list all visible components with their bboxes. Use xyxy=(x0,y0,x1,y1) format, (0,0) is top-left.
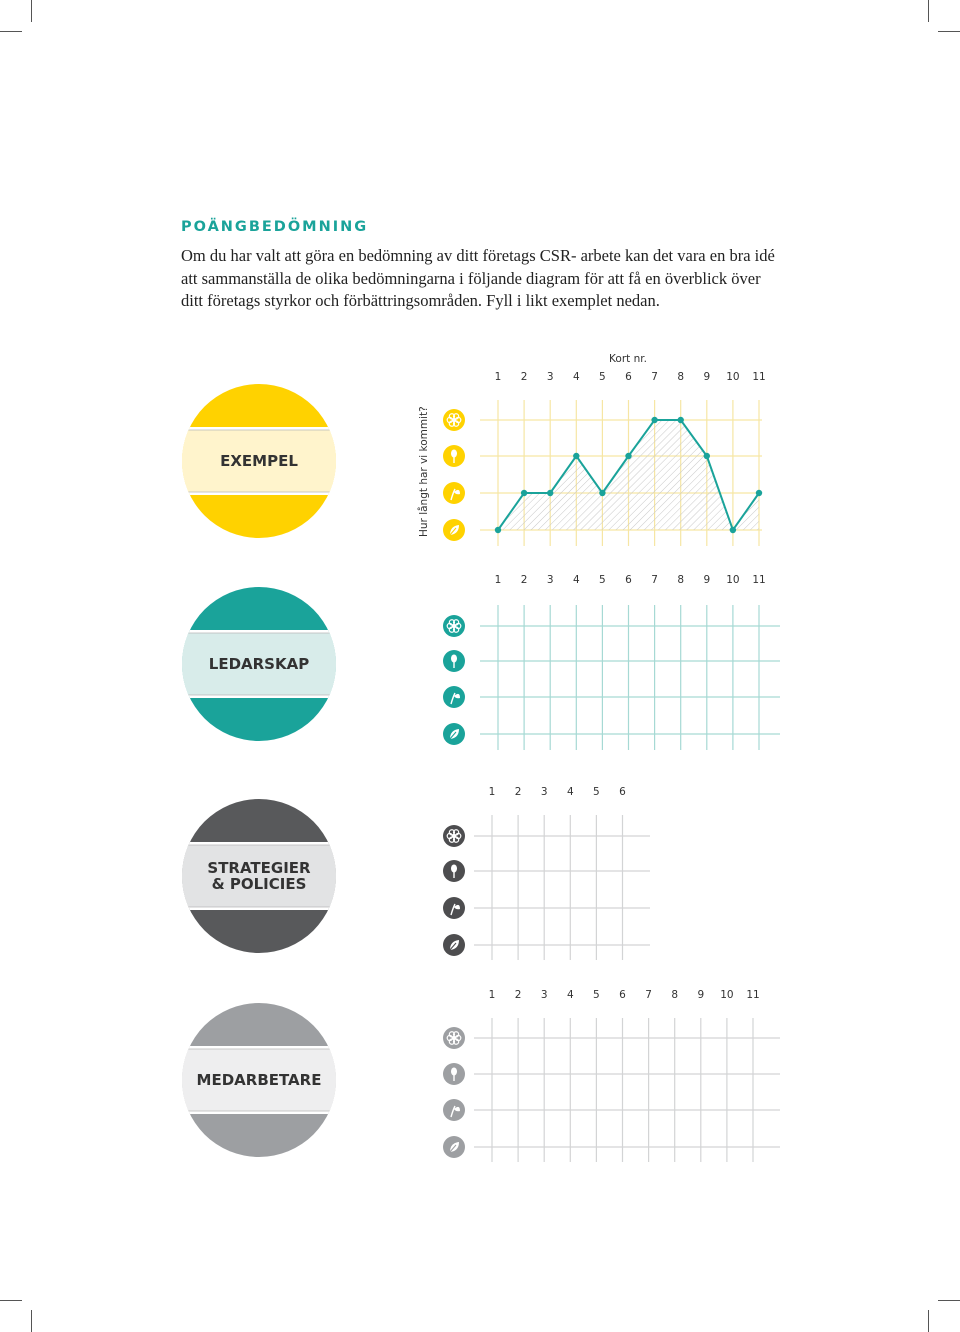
flower-petal xyxy=(447,623,452,628)
x-tick-label: 4 xyxy=(566,989,574,1001)
flower-center xyxy=(452,624,455,627)
x-tick-label: 3 xyxy=(546,371,554,383)
x-tick-label: 3 xyxy=(540,786,548,798)
bud-head xyxy=(451,655,457,663)
badge-label xyxy=(181,656,337,672)
intro-line: Om du har valt att göra en bedömning av ditt företags CSR- arbete kan det vara en bra idé xyxy=(181,246,775,265)
leaf-icon xyxy=(443,934,465,956)
series-line xyxy=(498,420,759,530)
x-tick-label: 1 xyxy=(488,989,496,1001)
x-tick-label: 1 xyxy=(494,371,502,383)
flower-icon xyxy=(443,409,465,431)
flower-petal xyxy=(449,837,454,842)
flower-icon xyxy=(443,1027,465,1049)
intro-paragraph xyxy=(181,245,821,313)
y-axis-label: Hur långt har vi kommit? xyxy=(418,406,430,537)
data-point xyxy=(521,490,527,496)
crop-mark-top-right-v xyxy=(928,0,929,22)
leaf-icon-bg xyxy=(443,723,465,745)
flower-petal xyxy=(449,1032,454,1037)
sprout-leaf xyxy=(454,1107,460,1111)
x-tick-label: 6 xyxy=(625,574,632,586)
badge-label-line: LEDARSKAP xyxy=(208,655,310,673)
sprout-icon xyxy=(443,482,465,504)
leaf-shape xyxy=(450,729,459,739)
flower-petal xyxy=(449,414,454,419)
crop-mark-top-right-h xyxy=(938,31,960,32)
data-point xyxy=(651,417,657,423)
data-point xyxy=(678,417,684,423)
bud-icon xyxy=(443,445,465,467)
sprout-icon xyxy=(443,897,465,919)
x-tick-label: 1 xyxy=(494,574,502,586)
x-tick-label: 7 xyxy=(651,574,658,586)
flower-icon-bg xyxy=(443,825,465,847)
bud-head xyxy=(451,1068,457,1076)
flower-petal xyxy=(454,620,459,625)
badge-medarbetare xyxy=(181,1002,337,1158)
x-tick-label: 4 xyxy=(572,574,580,586)
x-tick-label: 5 xyxy=(599,371,606,383)
x-tick-label: 10 xyxy=(726,371,740,383)
x-tick-label: 3 xyxy=(540,989,548,1001)
x-tick-label: 4 xyxy=(566,786,574,798)
flower-petal xyxy=(447,417,452,422)
sprout-stem xyxy=(451,693,455,704)
leaf-icon xyxy=(443,519,465,541)
leaf-shape xyxy=(450,1142,459,1152)
sprout-leaf xyxy=(454,905,460,909)
badge-label xyxy=(181,1072,337,1088)
flower-petal xyxy=(449,627,454,632)
badge-label-line: & POLICIES xyxy=(211,875,307,893)
bud-icon-bg xyxy=(443,1063,465,1085)
sprout-icon xyxy=(443,686,465,708)
leaf-icon-bg xyxy=(443,519,465,541)
badge-exempel xyxy=(181,383,337,539)
x-tick-label: 2 xyxy=(520,371,528,383)
sprout-leaf xyxy=(454,490,460,494)
flower-petal xyxy=(456,1035,461,1040)
flower-petal xyxy=(454,421,459,426)
flower-petal xyxy=(449,620,454,625)
flower-icon-bg xyxy=(443,615,465,637)
x-tick-label: 10 xyxy=(720,989,734,1001)
flower-petal xyxy=(454,1032,459,1037)
crop-mark-bottom-left-v xyxy=(31,1310,32,1332)
flower-icon xyxy=(443,615,465,637)
intro-line: att sammanställa de olika bedömningarna i följande diagram för att få en överblick över xyxy=(181,268,761,288)
flower-icon-bg xyxy=(443,409,465,431)
badge-ledarskap xyxy=(181,586,337,742)
x-tick-label: 5 xyxy=(593,989,600,1001)
leaf-vein xyxy=(449,1145,456,1153)
flower-petal xyxy=(454,830,459,835)
flower-petal xyxy=(456,623,461,628)
x-tick-label: 8 xyxy=(677,371,685,383)
sprout-stem xyxy=(451,489,455,500)
badge-label xyxy=(181,860,337,892)
leaf-icon xyxy=(443,723,465,745)
badge-label-line: STRATEGIER xyxy=(207,859,311,877)
area-fill xyxy=(498,420,759,530)
x-tick-label: 4 xyxy=(572,371,580,383)
badge-label-line: EXEMPEL xyxy=(220,452,298,470)
flower-petal xyxy=(449,1039,454,1044)
x-tick-label: 2 xyxy=(520,574,528,586)
x-tick-label: 5 xyxy=(593,786,600,798)
sprout-icon-bg xyxy=(443,1099,465,1121)
data-point xyxy=(495,527,501,533)
flower-petal xyxy=(454,414,459,419)
flower-icon xyxy=(443,825,465,847)
leaf-vein xyxy=(449,732,456,740)
x-tick-label: 8 xyxy=(677,574,685,586)
x-tick-label: 10 xyxy=(726,574,740,586)
intro-line: ditt företags styrkor och förbättringsområden. Fyll i likt exemplet nedan. xyxy=(181,291,660,310)
data-point xyxy=(599,490,605,496)
x-tick-label: 9 xyxy=(697,989,705,1001)
bud-icon xyxy=(443,650,465,672)
x-tick-label: 3 xyxy=(546,574,554,586)
bud-head xyxy=(451,865,457,873)
x-tick-label: 6 xyxy=(625,371,632,383)
crop-mark-top-left-h xyxy=(0,31,22,32)
x-tick-label: 9 xyxy=(703,371,711,383)
sprout-icon-bg xyxy=(443,482,465,504)
x-tick-label: 11 xyxy=(746,989,760,1001)
leaf-vein xyxy=(449,943,456,951)
x-tick-label: 11 xyxy=(752,371,766,383)
x-tick-label: 7 xyxy=(645,989,652,1001)
sprout-leaf xyxy=(454,694,460,698)
bud-icon-bg xyxy=(443,650,465,672)
x-tick-label: 8 xyxy=(671,989,679,1001)
leaf-icon xyxy=(443,1136,465,1158)
leaf-shape xyxy=(450,525,459,535)
data-point xyxy=(547,490,553,496)
flower-center xyxy=(452,1036,455,1039)
flower-petal xyxy=(454,627,459,632)
x-tick-label: 11 xyxy=(752,574,766,586)
sprout-stem xyxy=(451,1106,455,1117)
sprout-stem xyxy=(451,904,455,915)
flower-petal xyxy=(456,417,461,422)
crop-mark-bottom-right-v xyxy=(928,1310,929,1332)
flower-petal xyxy=(454,1039,459,1044)
badge-strategier xyxy=(181,798,337,954)
flower-petal xyxy=(454,837,459,842)
data-point xyxy=(756,490,762,496)
x-tick-label: 9 xyxy=(703,574,711,586)
badge-label xyxy=(181,453,337,469)
crop-mark-bottom-left-h xyxy=(0,1300,22,1301)
x-tick-label: 6 xyxy=(619,786,626,798)
section-heading: POÄNGBEDÖMNING xyxy=(181,219,369,235)
sprout-icon-bg xyxy=(443,686,465,708)
flower-center xyxy=(452,418,455,421)
leaf-icon-bg xyxy=(443,934,465,956)
bud-icon xyxy=(443,1063,465,1085)
flower-petal xyxy=(449,830,454,835)
sprout-icon-bg xyxy=(443,897,465,919)
x-tick-label: 2 xyxy=(514,786,522,798)
x-tick-label: 1 xyxy=(488,786,496,798)
flower-petal xyxy=(456,833,461,838)
leaf-vein xyxy=(449,528,456,536)
x-tick-label: 2 xyxy=(514,989,522,1001)
leaf-shape xyxy=(450,940,459,950)
data-point xyxy=(625,453,631,459)
bud-icon xyxy=(443,860,465,882)
bud-head xyxy=(451,450,457,458)
flower-petal xyxy=(449,421,454,426)
leaf-icon-bg xyxy=(443,1136,465,1158)
data-point xyxy=(704,453,710,459)
data-point xyxy=(730,527,736,533)
bud-icon-bg xyxy=(443,860,465,882)
data-point xyxy=(573,453,579,459)
bud-icon-bg xyxy=(443,445,465,467)
flower-petal xyxy=(447,1035,452,1040)
flower-center xyxy=(452,834,455,837)
flower-petal xyxy=(447,833,452,838)
x-axis-label: Kort nr. xyxy=(609,353,647,365)
crop-mark-top-left-v xyxy=(31,0,32,22)
badge-label-line: MEDARBETARE xyxy=(196,1071,322,1089)
flower-icon-bg xyxy=(443,1027,465,1049)
sprout-icon xyxy=(443,1099,465,1121)
crop-mark-bottom-right-h xyxy=(938,1300,960,1301)
x-tick-label: 6 xyxy=(619,989,626,1001)
x-tick-label: 5 xyxy=(599,574,606,586)
x-tick-label: 7 xyxy=(651,371,658,383)
